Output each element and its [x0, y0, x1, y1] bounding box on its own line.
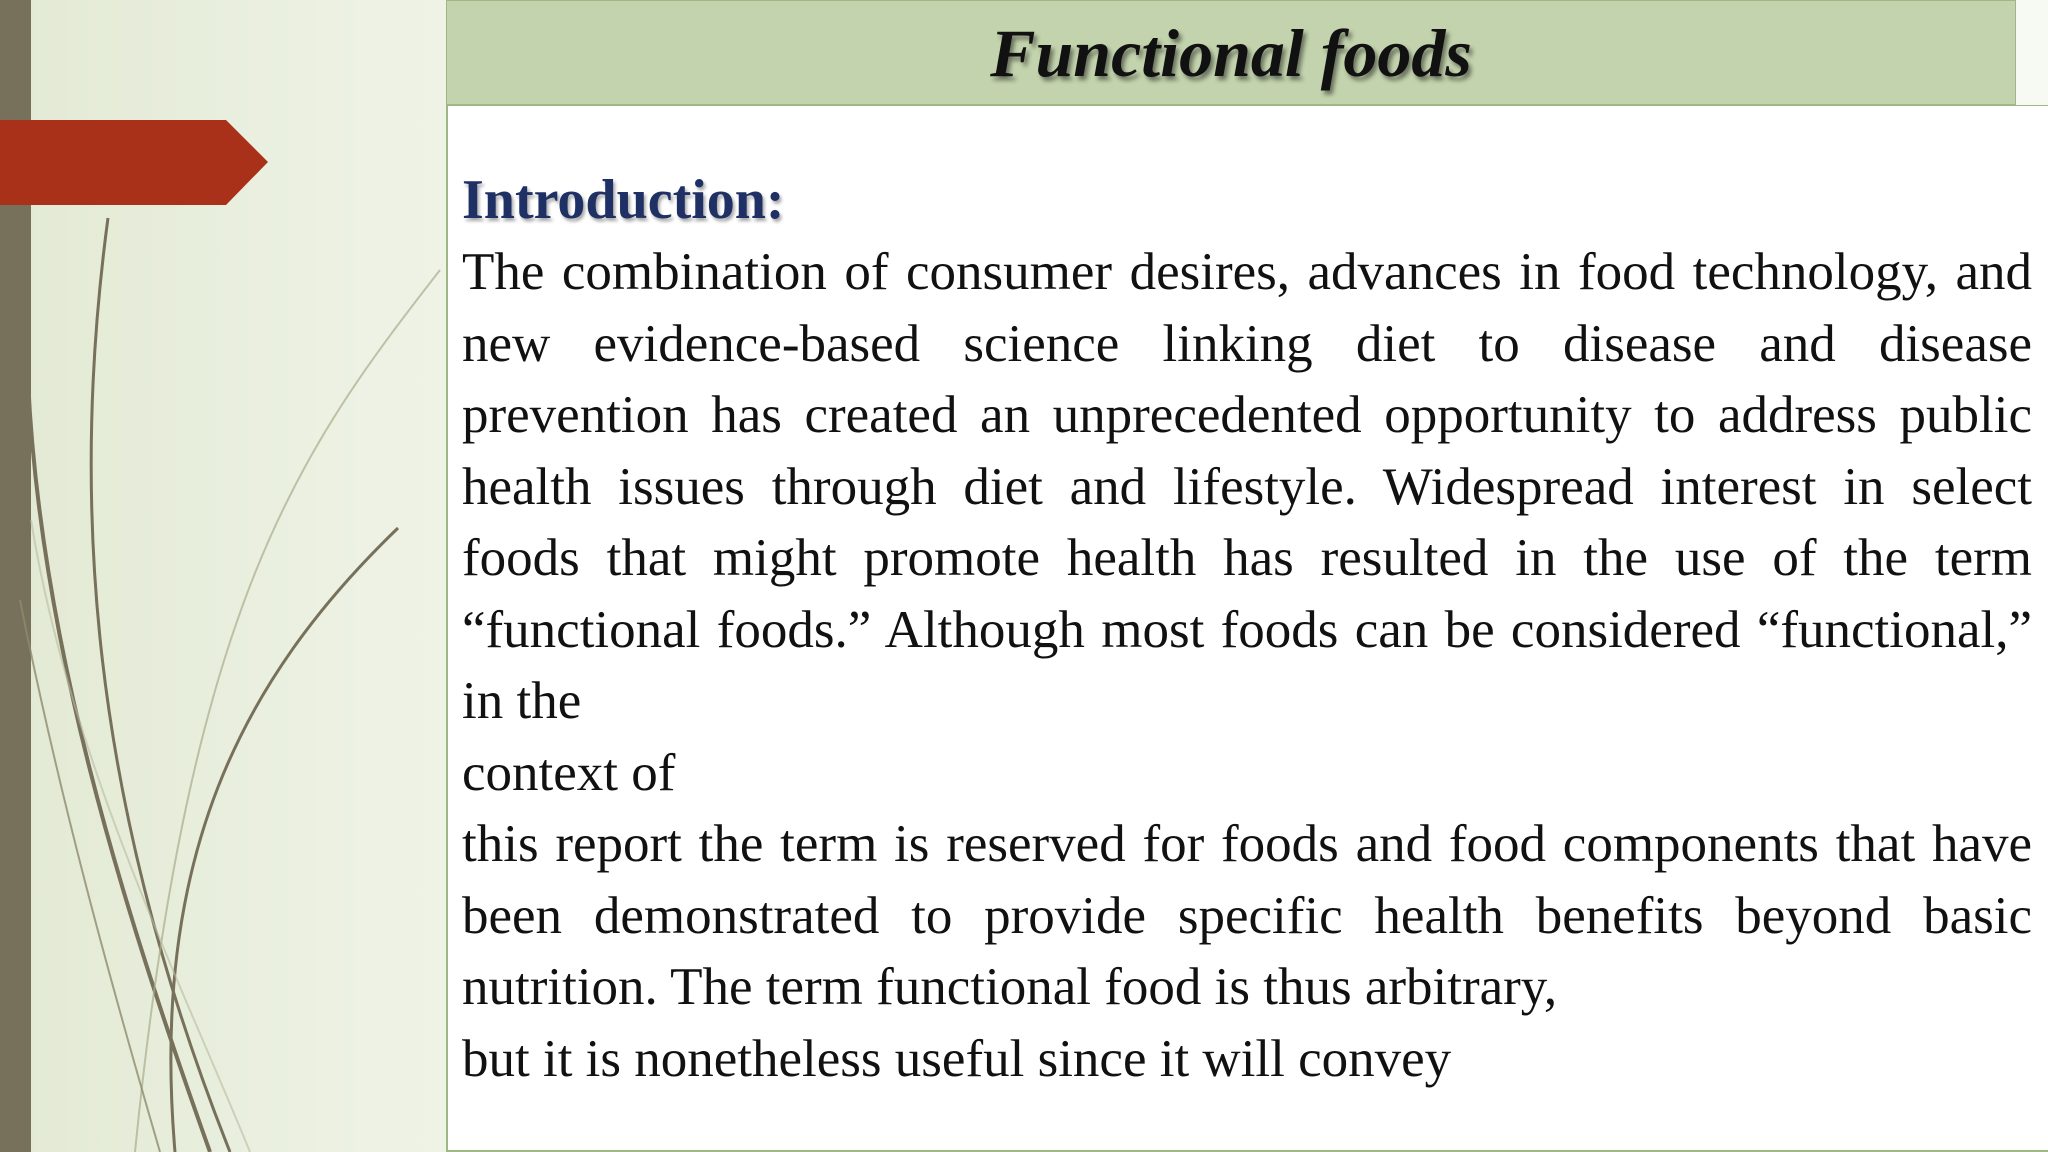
- section-heading: Introduction:: [462, 169, 785, 231]
- arrow-tab-marker: [0, 120, 268, 205]
- paragraph-1: The combination of consumer desires, advances in food technology, and new evidence-based science linking diet to disease and disease prevention has created an unprecedented opportunity to address public health issues through diet and lifestyle. Widespread interest in select foods that might promote health has resulted in the use of the term “functional foods.” Although most foods can be considered “functional,” in the: [462, 243, 2032, 730]
- paragraph-1-end: context of: [462, 743, 676, 802]
- slide-title: Functional foods: [990, 15, 1472, 91]
- paragraph-2-end: but it is nonetheless useful since it will convey: [462, 1029, 1452, 1088]
- title-bar: [446, 0, 2016, 105]
- paragraph-2: this report the term is reserved for foods and food components that have been demonstrated to provide specific health benefits beyond basic nutrition. The term functional food is thus arbitrary,: [462, 815, 2032, 1016]
- text-column: [462, 165, 2032, 1095]
